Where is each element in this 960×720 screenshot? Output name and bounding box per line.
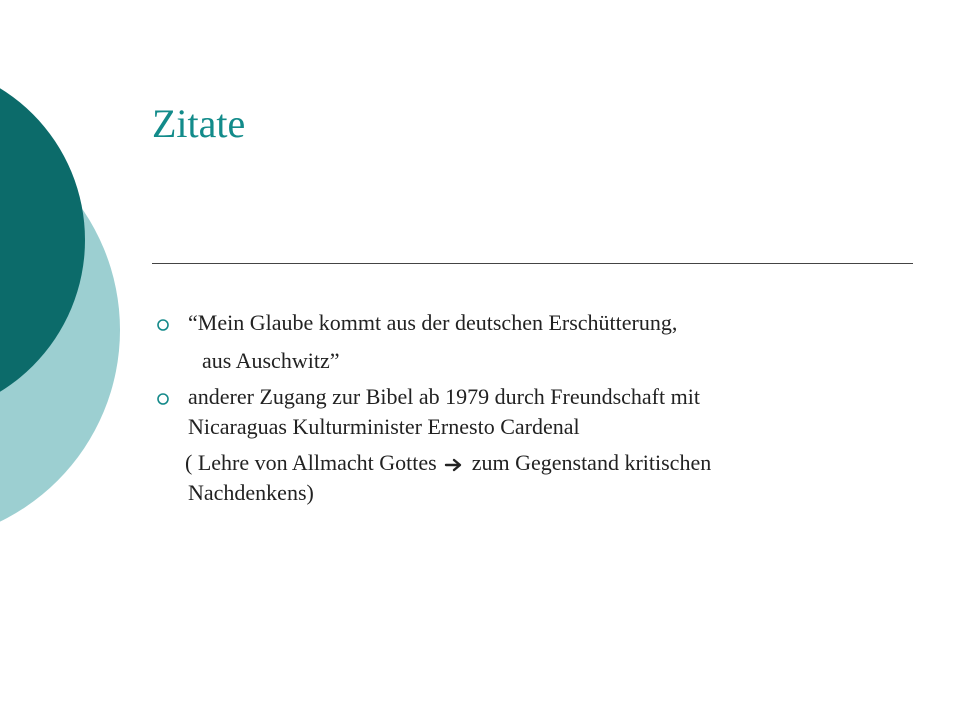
note-text-after-arrow: zum Gegenstand kritischen xyxy=(471,450,712,475)
bullet-1-line-2 xyxy=(152,346,882,376)
bullet-2-line-3 xyxy=(152,448,882,478)
bullet-2-text-line-2: Nicaraguas Kulturminister Ernesto Cardenal xyxy=(188,414,580,439)
bullet-circle-icon xyxy=(155,384,173,410)
arrow-right-icon xyxy=(444,457,464,473)
note-text-before-arrow: ( Lehre von Allmacht Gottes xyxy=(185,450,437,475)
bullet-1-continuation-text: aus Auschwitz” xyxy=(202,348,340,373)
bullet-list xyxy=(152,308,882,514)
bullet-1-text: “Mein Glaube kommt aus der deutschen Erschütterung, xyxy=(188,310,678,335)
page-title: Zitate xyxy=(152,101,246,146)
bullet-2-line-4 xyxy=(152,478,882,508)
bullet-1-line-1 xyxy=(152,308,882,338)
note-text-last-line: Nachdenkens) xyxy=(188,480,314,505)
title-divider xyxy=(152,263,913,264)
bullet-2-line-1 xyxy=(152,382,882,412)
bullet-circle-icon xyxy=(155,310,173,336)
bullet-2-line-2 xyxy=(152,412,882,442)
bullet-2-text: anderer Zugang zur Bibel ab 1979 durch Freundschaft mit xyxy=(188,384,700,409)
